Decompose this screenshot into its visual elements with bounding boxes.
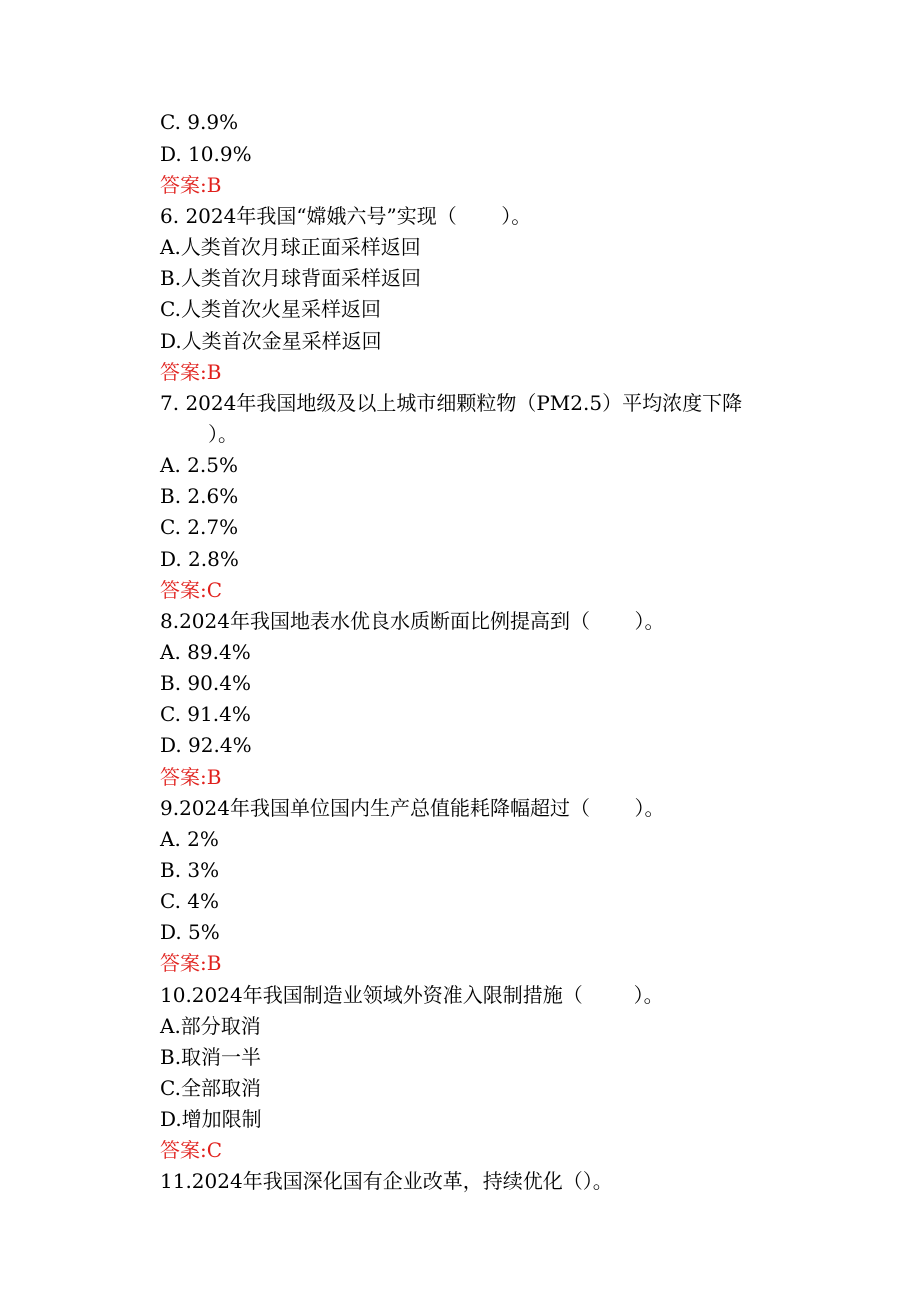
option-line: B. 3% (160, 858, 220, 882)
question-line: 8.2024年我国地表水优良水质断面比例提高到（ ）。 (160, 609, 665, 633)
option-line: C. 4% (160, 889, 220, 913)
answer-line: 答案:B (160, 951, 222, 975)
option-line: D.增加限制 (160, 1107, 262, 1131)
option-line: B. 90.4% (160, 671, 251, 695)
answer-line: 答案:C (160, 578, 223, 602)
option-line: B.取消一半 (160, 1045, 262, 1069)
question-line: 7. 2024年我国地级及以上城市细颗粒物（PM2.5）平均浓度下降 (160, 391, 743, 415)
question-line: 11.2024年我国深化国有企业改革，持续优化（）。 (160, 1169, 613, 1193)
answer-line: 答案:B (160, 765, 222, 789)
option-line: D. 5% (160, 920, 220, 944)
option-line: A. 2% (160, 827, 219, 851)
option-line: D. 10.9% (160, 142, 252, 166)
option-line: C. 2.7% (160, 515, 239, 539)
question-line: 10.2024年我国制造业领域外资准入限制措施（ ）。 (160, 983, 664, 1007)
option-line: C. 9.9% (160, 110, 239, 134)
option-line: A.人类首次月球正面采样返回 (160, 235, 421, 259)
option-line: B. 2.6% (160, 484, 239, 508)
answer-line: 答案:B (160, 173, 222, 197)
option-line: D. 2.8% (160, 547, 239, 571)
option-line: A. 2.5% (160, 453, 238, 477)
option-line: A.部分取消 (160, 1014, 261, 1038)
question-line: 6. 2024年我国“嫦娥六号”实现（ ）。 (160, 204, 532, 228)
answer-line: 答案:C (160, 1138, 223, 1162)
option-line: B.人类首次月球背面采样返回 (160, 266, 422, 290)
option-line: D.人类首次金星采样返回 (160, 329, 382, 353)
option-line: C.全部取消 (160, 1076, 261, 1100)
answer-line: 答案:B (160, 360, 222, 384)
question-line: 9.2024年我国单位国内生产总值能耗降幅超过（ ）。 (160, 796, 665, 820)
option-line: C. 91.4% (160, 702, 251, 726)
option-line: D. 92.4% (160, 733, 252, 757)
question-wrap-line: ）。 (208, 422, 238, 446)
option-line: C.人类首次火星采样返回 (160, 297, 381, 321)
option-line: A. 89.4% (160, 640, 251, 664)
